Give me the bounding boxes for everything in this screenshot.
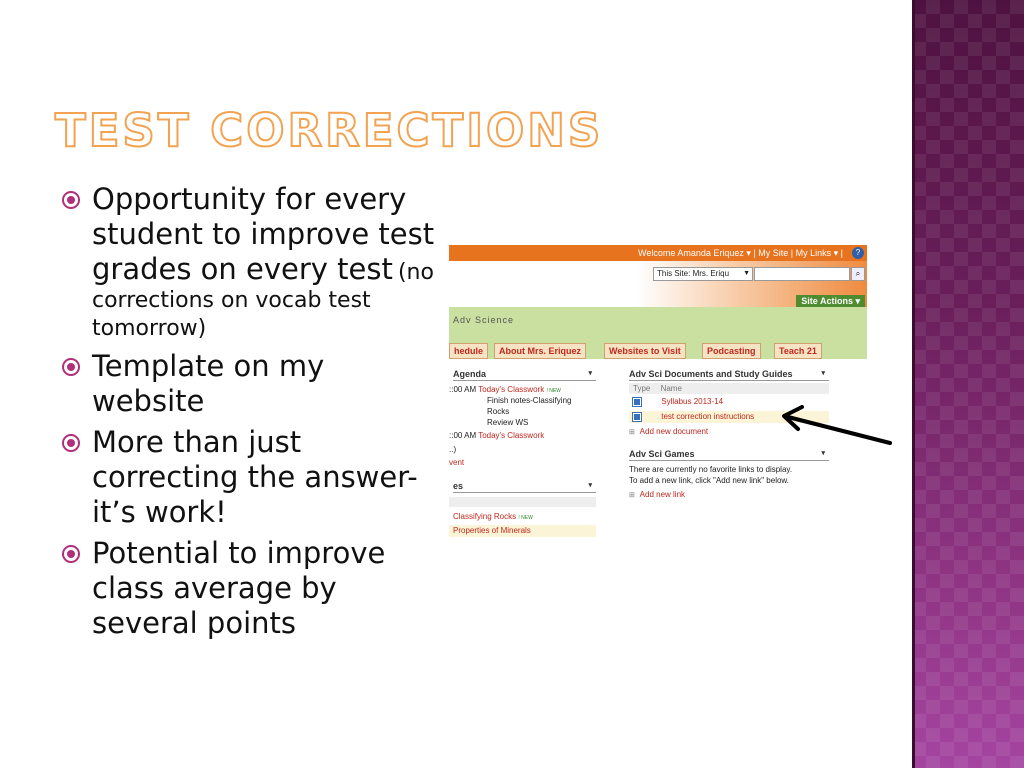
site-header — [449, 261, 867, 307]
pointer-arrow-icon — [778, 405, 898, 450]
new-badge: ! NEW — [518, 515, 533, 521]
word-doc-icon — [633, 398, 641, 406]
bullet-text: Template on my website — [92, 349, 325, 418]
agenda-row — [449, 385, 561, 396]
games-webpart-title — [453, 479, 596, 493]
chevron-down-icon: ▼ — [743, 270, 750, 277]
game-link[interactable]: Classifying Rocks — [453, 512, 517, 521]
games-left-title: es — [453, 481, 464, 491]
games-header-row — [449, 497, 596, 507]
agenda-link[interactable]: Today's Classwork — [478, 431, 545, 440]
games-empty-message: To add a new link, click "Add new link" below. — [629, 476, 789, 485]
search-icon: ⌕ — [855, 269, 861, 278]
search-scope-select[interactable] — [653, 267, 753, 281]
welcome-links[interactable]: Welcome Amanda Eriquez ▾ | My Site | My Links ▾ | — [638, 248, 843, 258]
agenda-row — [449, 431, 544, 441]
bullet-item — [62, 182, 442, 343]
add-document-link[interactable]: Add new document — [639, 427, 709, 436]
tab-teach21[interactable]: Teach 21 — [774, 343, 822, 359]
tab-about[interactable]: About Mrs. Eriquez — [494, 343, 586, 359]
bullet-text: More than just correcting the answer-it’s work! — [92, 425, 418, 529]
word-doc-icon — [633, 413, 641, 421]
plus-icon: ⊞ — [629, 492, 635, 499]
site-tabs — [449, 343, 867, 359]
agenda-time: ::00 AM — [449, 385, 477, 394]
game-item — [449, 525, 596, 537]
new-badge: ! NEW — [546, 388, 561, 394]
bullet-item — [62, 349, 442, 419]
webpart-menu-icon[interactable]: ▾ — [821, 370, 825, 377]
slide-title: TEST CORRECTIONS — [55, 104, 604, 157]
game-item — [453, 512, 533, 523]
search-scope-value: This Site: Mrs. Eriqu — [657, 269, 730, 278]
website-screenshot — [449, 245, 867, 545]
band-edge — [912, 0, 915, 768]
agenda-row: Review WS — [487, 418, 529, 427]
site-title-bar — [449, 307, 867, 343]
tab-podcasting[interactable]: Podcasting — [702, 343, 761, 359]
documents-title: Adv Sci Documents and Study Guides — [629, 369, 793, 379]
site-name[interactable]: Adv Science — [453, 315, 515, 325]
agenda-title: Agenda — [453, 369, 487, 379]
document-row — [633, 397, 723, 407]
tab-schedule[interactable]: hedule — [449, 343, 488, 359]
game-link[interactable]: Properties of Minerals — [453, 526, 531, 535]
webpart-menu-icon[interactable]: ▾ — [588, 370, 592, 377]
document-link[interactable]: Syllabus 2013-14 — [661, 397, 724, 406]
site-body — [449, 359, 867, 545]
col-name[interactable]: Name — [660, 384, 682, 393]
plus-icon: ⊞ — [629, 429, 635, 436]
bullet-circle-icon — [62, 545, 80, 563]
add-link-row — [629, 490, 685, 501]
add-event-link[interactable]: vent — [449, 458, 465, 467]
site-actions-button[interactable]: Site Actions ▾ — [796, 295, 865, 308]
welcome-bar — [449, 245, 867, 261]
documents-header-row — [629, 383, 829, 394]
sci-games-title: Adv Sci Games — [629, 449, 695, 459]
webpart-menu-icon[interactable]: ▾ — [588, 482, 592, 489]
bullet-item — [62, 425, 442, 530]
games-empty-message: There are currently no favorite links to display. — [629, 465, 793, 474]
webpart-menu-icon[interactable]: ▾ — [821, 450, 825, 457]
bullet-text: Opportunity for every student to improve test grades on every test — [92, 182, 435, 286]
band-pattern — [912, 0, 1024, 768]
bullet-circle-icon — [62, 358, 80, 376]
col-type[interactable]: Type — [633, 384, 651, 393]
agenda-more[interactable]: ..) — [449, 445, 457, 454]
add-link-link[interactable]: Add new link — [639, 490, 686, 499]
agenda-row: Rocks — [487, 407, 510, 416]
bullet-item — [62, 536, 442, 641]
agenda-time: ::00 AM — [449, 431, 477, 440]
search-input[interactable] — [754, 267, 850, 281]
bullet-text: Potential to improve class average by several points — [92, 536, 386, 640]
bullet-circle-icon — [62, 434, 80, 452]
agenda-webpart-title — [453, 367, 596, 381]
bullet-circle-icon — [62, 191, 80, 209]
decorative-side-band — [912, 0, 1024, 768]
tab-websites[interactable]: Websites to Visit — [604, 343, 686, 359]
search-button[interactable] — [851, 267, 865, 281]
document-link[interactable]: test correction instructions — [661, 412, 755, 421]
bullet-list — [62, 182, 442, 647]
agenda-row: Finish notes-Classifying — [487, 396, 572, 405]
agenda-link[interactable]: Today's Classwork — [478, 385, 545, 394]
help-icon[interactable]: ? — [852, 247, 864, 259]
documents-webpart-title — [629, 367, 829, 381]
bullet-note: (no corrections on vocab test tomorrow) — [92, 260, 434, 341]
add-document-row — [629, 427, 708, 438]
